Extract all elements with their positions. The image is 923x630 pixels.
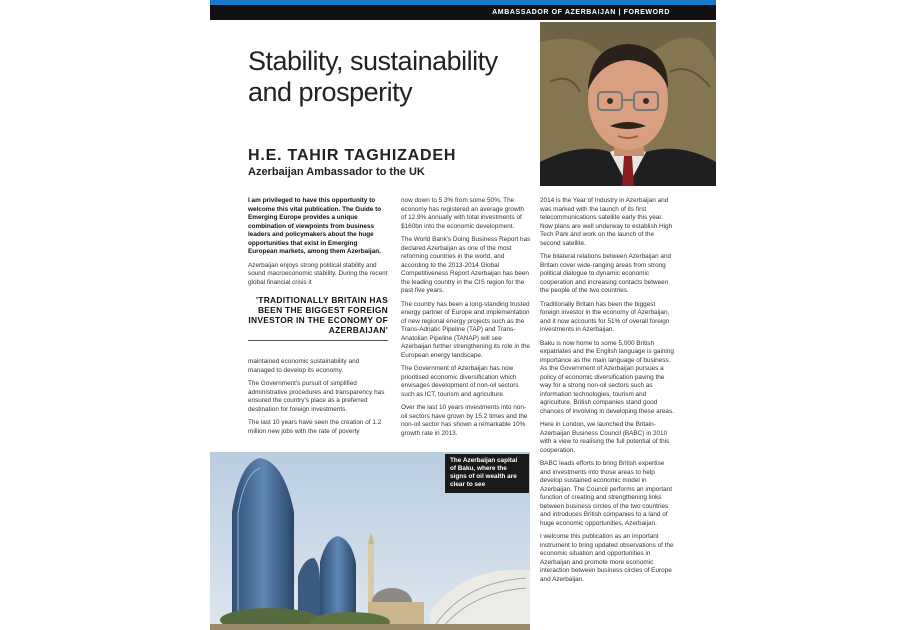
photo-caption: The Azerbaijan capital of Baku, where the signs of oil wealth are clear to see: [445, 454, 529, 493]
paragraph: BABC leads efforts to bring British expertise and investments into those areas to help develop sustained economic model in Azerbaijan. The Council performs an important function of creating and strengthening links between business circles of the two countries and introduces British companies to a land of huge economic opportunities, Azerbaijan.: [540, 460, 673, 527]
paragraph: Here in London, we launched the Britain-Azerbaijan Business Council (BABC) in 2010 with a view to realising the full potential of this cooperation.: [540, 421, 670, 454]
title-line-1: Stability, sustainability: [248, 46, 498, 76]
paragraph: The Government's pursuit of simplified administrative procedures and transparency has ensured the country's place as a preferred destination for foreign investments.: [248, 380, 385, 413]
lead-paragraph: I am privileged to have this opportunity to welcome this vital publication. The Guide to Emerging Europe provides a unique combination of viewpoints from business leaders and policymakers about the huge opportunities that exist in Emerging European markets, among them Azerbaijan.: [248, 197, 382, 255]
paragraph: Over the last 10 years investments into non-oil sectors have grown by 15.2 times and the non-oil sector has shown a remarkable 10% growth rate in 2013.: [401, 404, 528, 437]
paragraph: now down to 5.3% from some 50%. The economy has registered an average growth of 12.9% annually with total investments of $160bn into the economic development.: [401, 197, 524, 230]
paragraph: 2014 is the Year of Industry in Azerbaijan and was marked with the launch of its first telecommunications satellite early this year. Now plans are well underway to establish High Tech Park and work on the launch of the second satellite.: [540, 197, 673, 247]
paragraph: Traditionally Britain has been the biggest foreign investor in the economy of Azerbaijan, and it now accounts for 51% of overall foreign investments in Azerbaijan.: [540, 300, 670, 333]
author-name: H.E. TAHIR TAGHIZADEH: [248, 147, 457, 164]
title-line-2: and prosperity: [248, 77, 413, 107]
paragraph: Azerbaijan enjoys strong political stability and sound macroeconomic stability. During the recent global financial crisis it: [248, 261, 388, 286]
paragraph: The bilateral relations between Azerbaijan and Britain cover wide-ranging areas from strong political dialogue to dynamic economic cooperation and increasing contacts between the people of the two countries.: [540, 253, 672, 294]
paragraph: The Government of Azerbaijan has now prioritised economic diversification which envisages development of non-oil sectors such as ICT, tourism and agriculture.: [401, 365, 519, 398]
paragraph: Baku is now home to some 5,000 British expatriates and the English language is gaining importance as the main language of business. As the Government of Azerbaijan pursues a policy of economic diversification paving the way for a strong non-oil sectors such as information technologies, tourism and agriculture, British companies stand good chances of involving in developing these areas.: [540, 339, 674, 415]
ambassador-portrait: [540, 22, 716, 186]
author-role: Azerbaijan Ambassador to the UK: [248, 166, 425, 178]
magazine-page: [210, 0, 716, 630]
pull-quote: 'TRADITIONALLY BRITAIN HAS BEEN THE BIGGEST FOREIGN INVESTOR IN THE ECONOMY OF AZERBAIJAN': [248, 295, 388, 341]
column-1-lower: [248, 358, 386, 441]
paragraph: The last 10 years have seen the creation of 1.2 million new jobs with the rate of poverty: [248, 419, 382, 435]
paragraph: I welcome this publication as an important instrument to bring updated observations of the economic situation and opportunities in Azerbaijan and promote more economic interaction between business circles of Europe and Azerbaijan.: [540, 533, 674, 583]
column-2: [401, 197, 531, 443]
section-header: AMBASSADOR OF AZERBAIJAN | FOREWORD: [210, 5, 716, 20]
column-3: [540, 197, 675, 589]
article-title: [248, 46, 538, 108]
column-1-upper: [248, 197, 388, 349]
paragraph: maintained economic sustainability and managed to develop its economy.: [248, 358, 360, 374]
paragraph: The country has been a long-standing trusted energy partner of Europe and implementation of new regional energy projects such as the Trans-Adriatic Pipeline (TAP) and Trans-Anatolian Pipeline (TANAP) will see Azerbaijan further strengthening its role in the European energy landscape.: [401, 300, 530, 359]
paragraph: The World Bank's Doing Business Report has declared Azerbaijan as one of the most reforming countries in the world, and according to the 2013-2014 Global Competitiveness Report Azerbaijan has been the leading country in the CIS region for the past five years.: [401, 236, 531, 294]
